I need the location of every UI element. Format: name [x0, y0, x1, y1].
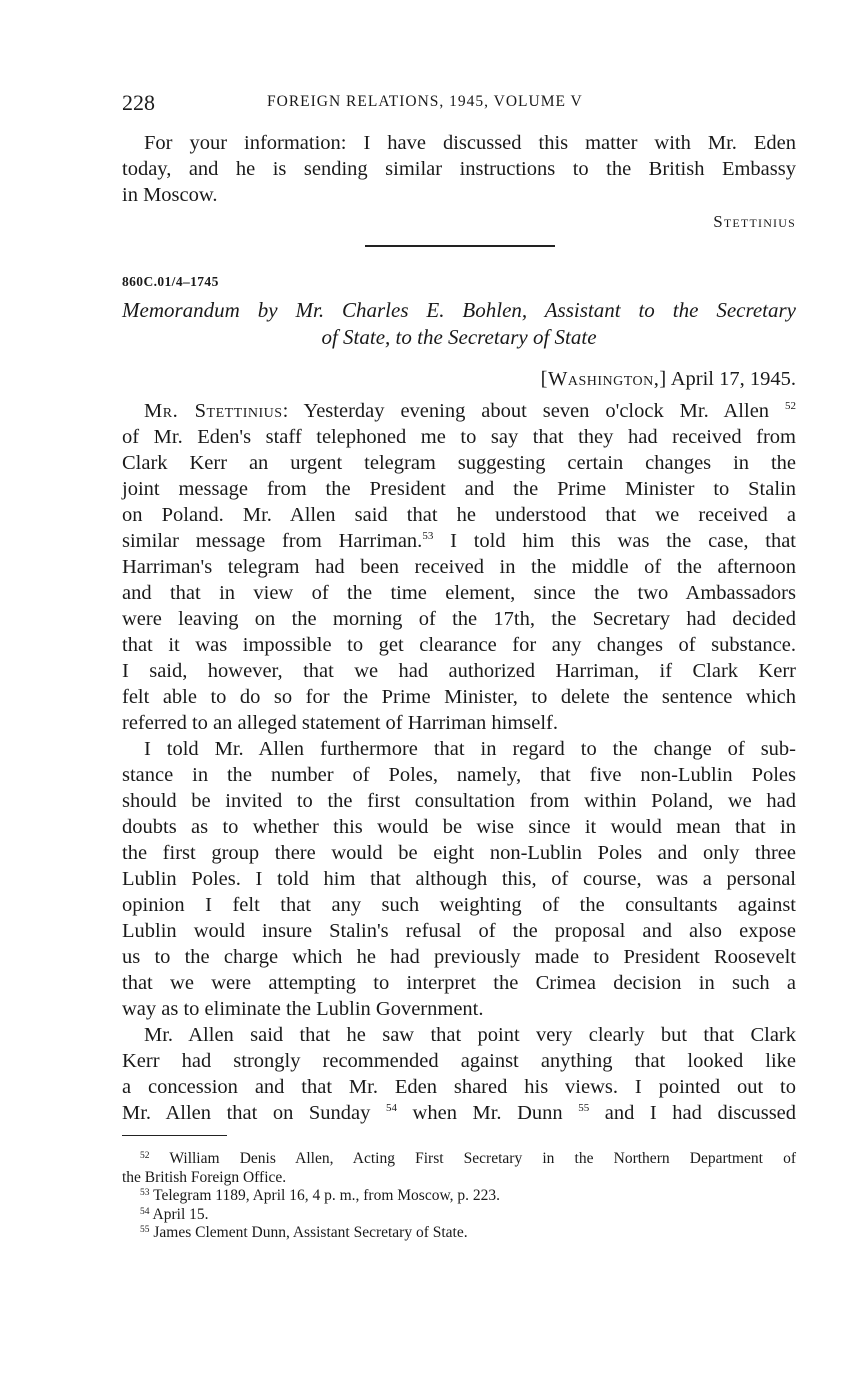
- footnote-52-cont: the British Foreign Office.: [122, 1168, 287, 1186]
- body-line: Lublin Poles. I told him that although this, of course, was a personal: [122, 868, 796, 890]
- body-line: that it was impossible to get clearance for any changes of substance.: [122, 634, 796, 656]
- footnote-text: William Denis Allen, Acting First Secretary in the Northern Department of: [169, 1150, 796, 1167]
- body-line: a concession and that Mr. Eden shared his views. I pointed out to: [122, 1076, 796, 1098]
- footnote-number: 53: [140, 1188, 150, 1198]
- section-divider: [365, 245, 555, 247]
- footnote-ref[interactable]: 54: [385, 1102, 397, 1114]
- body-line: felt able to do so for the Prime Minister, to delete the sentence which: [122, 686, 796, 708]
- footnote-53: [122, 1187, 796, 1206]
- document-title-line: of State, to the Secretary of State: [321, 325, 597, 349]
- footnote-number: 54: [140, 1206, 150, 1217]
- body-text-span: : Yesterday evening about seven o'clock Mr. Allen: [282, 400, 770, 422]
- footnote-ref[interactable]: 53: [422, 530, 434, 542]
- page-header: [122, 90, 796, 114]
- body-line: Lublin would insure Stalin's refusal of the proposal and also expose: [122, 920, 796, 942]
- body-line: us to the charge which he had previously made to President Roosevelt: [122, 946, 796, 968]
- footnote-number: 52: [140, 1151, 150, 1161]
- footnote-number: 55: [140, 1225, 150, 1235]
- footnote-rule: [122, 1135, 227, 1136]
- document-title-line: Memorandum by Mr. Charles E. Bohlen, Assistant to the Secretary: [122, 298, 796, 322]
- body-text-span: I told him this was the case, that: [433, 530, 797, 552]
- body-line: [122, 398, 796, 424]
- body-line: I said, however, that we had authorized Harriman, if Clark Kerr: [122, 660, 796, 682]
- footnote-text: April 15.: [152, 1205, 209, 1223]
- dateline-date: April 17, 1945.: [670, 368, 796, 390]
- signature: Stettinius: [713, 212, 796, 231]
- dateline: [541, 368, 796, 391]
- intro-line: in Moscow.: [122, 184, 218, 206]
- body-line: that we were attempting to interpret the Crimea decision in such a: [122, 972, 796, 994]
- footnote-55: [122, 1224, 796, 1243]
- dateline-place: [Washington,]: [540, 368, 667, 390]
- body-line: opinion I felt that any such weighting of the consultants against: [122, 894, 796, 916]
- footnote-ref[interactable]: 55: [578, 1102, 590, 1114]
- body-line: on Poland. Mr. Allen said that he understood that we received a: [122, 504, 796, 526]
- body-line: should be invited to the first consultation from within Poland, we had: [122, 790, 796, 812]
- footnote-text: James Clement Dunn, Assistant Secretary of State.: [153, 1224, 468, 1241]
- memo-body: [122, 398, 796, 1126]
- body-text-span: similar message from Harriman.: [122, 530, 423, 552]
- footnotes: [122, 1150, 796, 1243]
- body-line: Clark Kerr an urgent telegram suggesting certain changes in the: [122, 452, 796, 474]
- body-line: [122, 528, 796, 554]
- footnote-text: Telegram 1189, April 16, 4 p. m., from Moscow, p. 223.: [153, 1187, 501, 1204]
- body-line: joint message from the President and the Prime Minister to Stalin: [122, 478, 796, 500]
- body-text-span: and I had discussed: [589, 1102, 797, 1124]
- running-head: FOREIGN RELATIONS, 1945, VOLUME V: [267, 93, 583, 110]
- speaker-name: Mr. Stettinius: [144, 400, 283, 422]
- body-line: referred to an alleged statement of Harriman himself.: [122, 712, 559, 734]
- file-number: 860C.01/4–1745: [122, 274, 219, 289]
- footnote-54: [122, 1206, 796, 1225]
- body-text-span: Mr. Allen that on Sunday: [122, 1102, 371, 1124]
- document-title: [122, 297, 796, 351]
- body-line: Harriman's telegram had been received in the middle of the afternoon: [122, 556, 796, 578]
- body-line: [122, 1100, 796, 1126]
- body-line: doubts as to whether this would be wise since it would mean that in: [122, 816, 796, 838]
- body-line: the first group there would be eight non-Lublin Poles and only three: [122, 842, 796, 864]
- intro-line: today, and he is sending similar instructions to the British Embassy: [122, 158, 796, 180]
- intro-line: For your information: I have discussed this matter with Mr. Eden: [144, 132, 796, 154]
- footnote-ref[interactable]: 52: [785, 400, 797, 412]
- body-line: stance in the number of Poles, namely, that five non-Lublin Poles: [122, 764, 796, 786]
- body-line: Kerr had strongly recommended against anything that looked like: [122, 1050, 796, 1072]
- intro-paragraph: [122, 130, 796, 208]
- body-line: way as to eliminate the Lublin Government.: [122, 998, 484, 1020]
- body-line: Mr. Allen said that he saw that point very clearly but that Clark: [144, 1024, 796, 1046]
- body-line: and that in view of the time element, since the two Ambassadors: [122, 582, 796, 604]
- body-line: of Mr. Eden's staff telephoned me to say that they had received from: [122, 426, 796, 448]
- body-text-span: when Mr. Dunn: [396, 1102, 563, 1124]
- body-line: I told Mr. Allen furthermore that in regard to the change of sub-: [144, 738, 796, 760]
- page-number: 228: [122, 90, 155, 115]
- footnote-52: [122, 1150, 796, 1169]
- body-line: were leaving on the morning of the 17th, the Secretary had decided: [122, 608, 796, 630]
